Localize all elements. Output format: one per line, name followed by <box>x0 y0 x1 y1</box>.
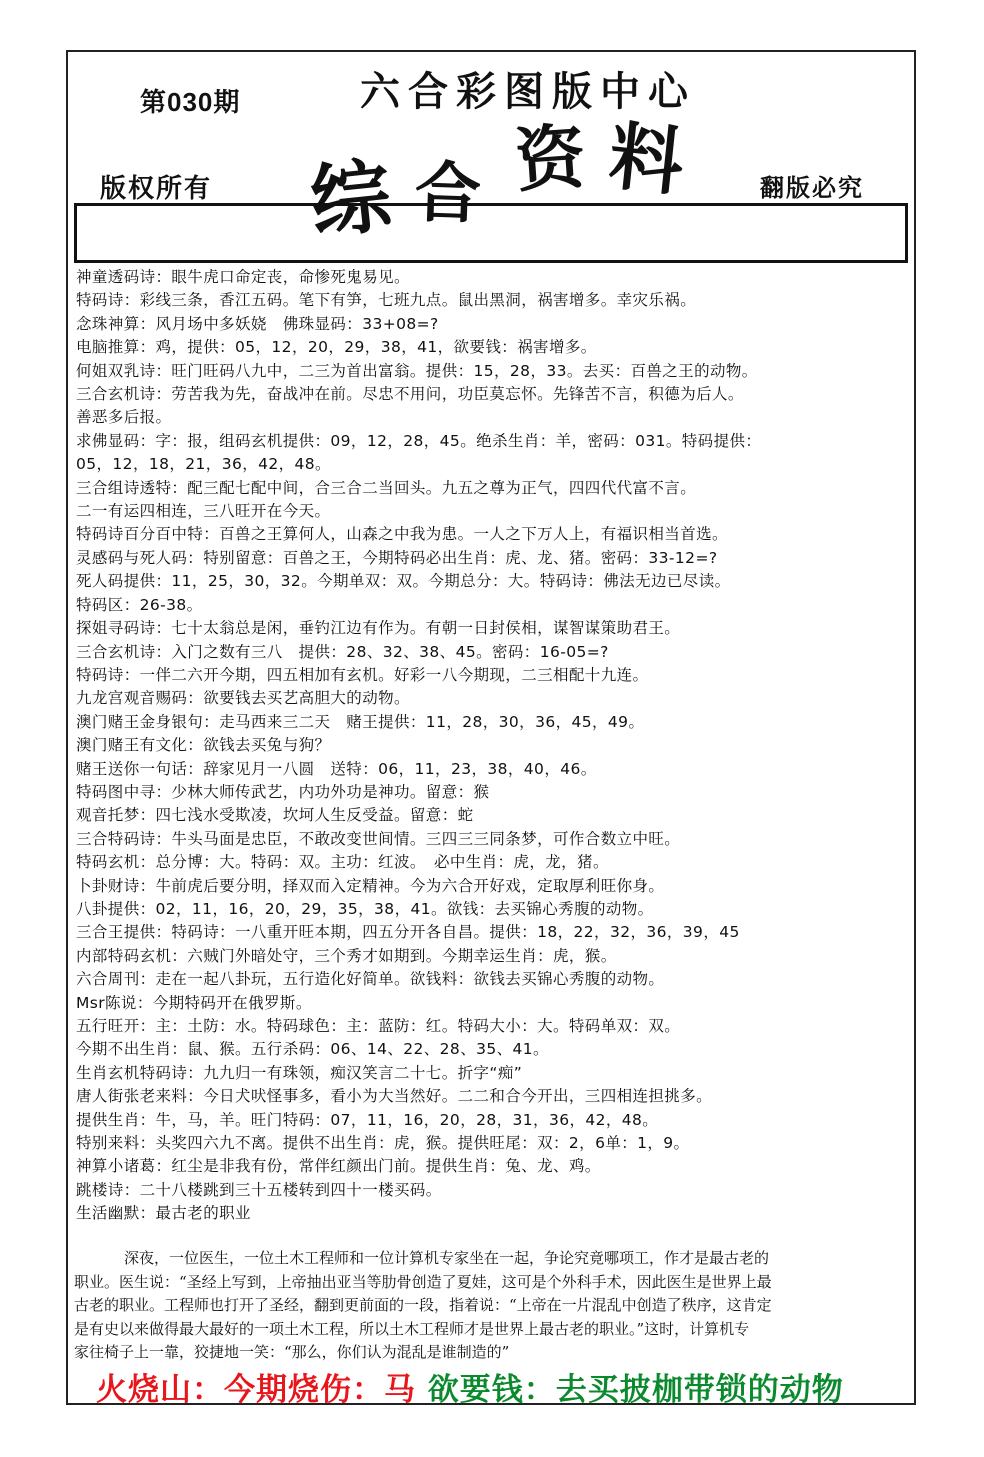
content-line: 赌王送你一句话：辞家见月一八圆 送特：06，11，23，38，40，46。 <box>76 759 597 778</box>
content-line: 三合玄机诗：劳苦我为先，奋战冲在前。尽忠不用问，功臣莫忘怀。先锋苦不言，积德为后人。 <box>76 385 744 404</box>
blank-banner-box <box>74 203 908 263</box>
copyright-label: 版权所有 <box>100 174 213 204</box>
center-title: 六合彩图版中心 <box>360 68 696 115</box>
story-line: 是有史以来做得最大最好的一项土木工程，所以土木工程师才是世界上最古老的职业。”这时，计算机专 <box>74 1319 750 1338</box>
footer-banner <box>96 1364 844 1409</box>
content-line: 探姐寻码诗：七十太翁总是闲，垂钓江边有作为。有朝一日封侯相，谋智谋策助君王。 <box>76 619 681 638</box>
content-line: 05，12，18，21，36，42，48。 <box>76 455 331 474</box>
content-line: 死人码提供：11，25，30，32。今期单双：双。今期总分：大。特码诗：佛法无边已尽读。 <box>76 572 731 591</box>
big-title <box>305 105 710 250</box>
content-line: 九龙宫观音赐码：欲要钱去买艺高胆大的动物。 <box>76 689 410 708</box>
content-line: 灵感码与死人码：特别留意：百兽之王，今期特码必出生肖：虎、龙、猪。密码：33-12=? <box>76 548 718 567</box>
content-line: 跳楼诗：二十八楼跳到三十五楼转到四十一楼买码。 <box>76 1180 442 1199</box>
content-line: 卜卦财诗：牛前虎后要分明，择双而入定精神。今为六合开好戏，定取厚利旺你身。 <box>76 876 665 895</box>
content-line: 二一有运四相连，三八旺开在今天。 <box>76 502 331 521</box>
content-line: 特码诗百分百中特：百兽之王算何人，山森之中我为患。一人之下万人上，有福识相当首选。 <box>76 525 728 544</box>
content-line: 三合玄机诗：入门之数有三八 提供：28、32、38、45。密码：16-05=? <box>76 642 609 661</box>
content-line: 善恶多后报。 <box>76 408 172 427</box>
content-line: Msr陈说：今期特码开在俄罗斯。 <box>76 993 312 1012</box>
content-line: 生活幽默：最古老的职业 <box>76 1204 251 1223</box>
issue-number: 第030期 <box>140 87 241 117</box>
big-title-char: 综 <box>305 148 396 250</box>
content-line: 内部特码玄机：六贼门外暗处守，三个秀才如期到。今期幸运生肖：虎，猴。 <box>76 946 617 965</box>
humor-story <box>74 1247 906 1365</box>
content-line: 求佛显码：字：报，组码玄机提供：09，12，28，45。绝杀生肖：羊，密码：031。特码提供： <box>76 431 762 450</box>
content-line: 六合周刊：走在一起八卦玩，五行造化好简单。欲钱料：欲钱去买锦心秀腹的动物。 <box>76 970 665 989</box>
content-line: 特码玄机：总分博：大。特码：双。主功：红波。 必中生肖：虎，龙，猪。 <box>76 853 609 872</box>
big-title-char: 料 <box>605 113 688 207</box>
big-title-char: 资 <box>512 114 589 203</box>
content-line: 五行旺开：主：土防：水。特码球色：主：蓝防：红。特码大小：大。特码单双：双。 <box>76 1017 681 1035</box>
content-line: 特码区：26-38。 <box>76 595 203 614</box>
content-line: 特码诗：一伴二六开今期，四五相加有玄机。好彩一八今期现，二三相配十九连。 <box>76 665 649 684</box>
content-line: 澳门赌王金身银句：走马西来三二天 赌王提供：11，28，30，36，45，49。 <box>76 712 645 731</box>
content-list <box>76 266 908 1226</box>
footer-hint-green: 欲要钱：去买披枷带锁的动物 <box>427 1372 844 1408</box>
content-line: 神童透码诗：眼牛虎口命定丧，命惨死鬼易见。 <box>76 268 410 286</box>
content-line: 电脑推算：鸡，提供：05，12，20，29，38，41，欲要钱：祸害增多。 <box>76 338 597 357</box>
content-line: 特码图中寻：少林大师传武艺，内功外功是神功。留意：猴 <box>76 782 490 801</box>
content-line: 念珠神算：风月场中多妖娆 佛珠显码：33+08=? <box>76 314 439 333</box>
content-line: 澳门赌王有文化：欲钱去买兔与狗？ <box>76 736 331 755</box>
story-line: 家往椅子上一靠，狡捷地一笑：“那么，你们认为混乱是谁制造的” <box>74 1343 510 1361</box>
content-line: 今期不出生肖：鼠、猴。五行杀码：06、14、22、28、35、41。 <box>76 1040 549 1059</box>
content-line: 神算小诸葛：红尘是非我有份，常伴红颜出门前。提供生肖：兔、龙、鸡。 <box>76 1157 601 1176</box>
content-line: 特码诗：彩线三条，香江五码。笔下有笋，七班九点。鼠出黑洞，祸害增多。幸灾乐祸。 <box>76 291 697 310</box>
content-line: 生肖玄机特码诗：九九归一有珠领，痴汉笑言二十七。折字“痴” <box>76 1063 523 1082</box>
big-title-char: 合 <box>413 152 483 234</box>
content-line: 三合特码诗：牛头马面是忠臣，不敢改变世间情。三四三三同条梦，可作合数立中旺。 <box>76 829 681 848</box>
footer-hint-red: 火烧山：今期烧伤：马 <box>96 1372 416 1408</box>
story-line: 深夜，一位医生，一位土木工程师和一位计算机专家坐在一起，争论究竟哪项工，作才是最古老的 <box>124 1249 770 1267</box>
content-line: 观音托梦：四七浅水受欺凌，坎坷人生反受益。留意：蛇 <box>76 806 474 825</box>
content-line: 特别来料：头奖四六九不离。提供不出生肖：虎，猴。提供旺尾：双：2，6单：1，9。 <box>76 1134 690 1153</box>
content-line: 八卦提供：02，11，16，20，29，35，38，41。欲钱：去买锦心秀腹的动物。 <box>76 899 654 918</box>
antipiracy-label: 翻版必究 <box>760 173 864 202</box>
content-line: 三合王提供：特码诗：一八重开旺本期，四五分开各自昌。提供：18，22，32，36，39，45 <box>76 923 740 942</box>
story-line: 古老的职业。工程师也打开了圣经，翻到更前面的一段，指着说：“上帝在一片混乱中创造了秩序，这肯定 <box>74 1296 772 1314</box>
content-line: 何姐双乳诗：旺门旺码八九中，二三为首出富翁。提供：15，28，33。去买：百兽之王的动物。 <box>76 361 758 380</box>
content-line: 三合组诗透特：配三配七配中间，合三合二当回头。九五之尊为正气，四四代代富不言。 <box>76 478 697 497</box>
content-line: 提供生肖：牛，马，羊。旺门特码：07，11，16，20，28，31，36，42，48。 <box>76 1110 659 1129</box>
content-line: 唐人街张老来料：今日犬吠怪事多，看小为大当然好。二二和合今开出，三四相连担挑多。 <box>76 1087 713 1106</box>
story-line: 职业。医生说：“圣经上写到，上帝抽出亚当等肋骨创造了夏娃，这可是个外科手术，因此医生是世界上最 <box>74 1272 772 1291</box>
